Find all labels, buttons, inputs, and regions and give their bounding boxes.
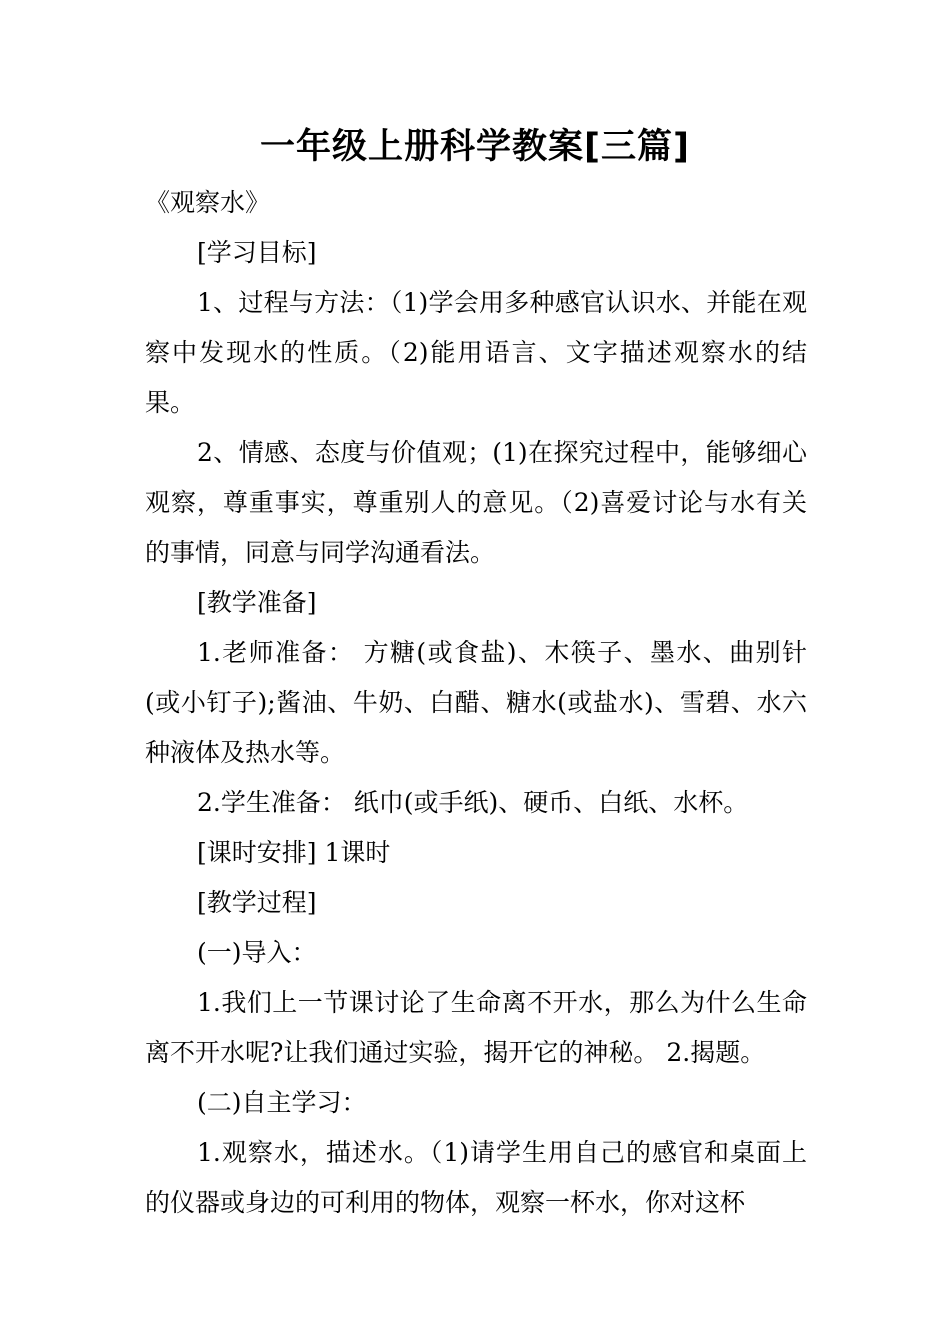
subheading-self-study: (二)自主学习：	[197, 1088, 367, 1117]
section-heading-teaching-prep: [教学准备]	[197, 588, 317, 617]
paragraph-observe-water: 1.观察水，描述水。（1)请学生用自己的感官和桌面上的仪器或身边的可利用的物体，观察一杯水，你对这杯	[145, 1138, 807, 1217]
section-heading-schedule: [课时安排] 1课时	[197, 838, 391, 867]
paragraph-process-methods: 1、过程与方法：（1)学会用多种感官认识水、并能在观察中发现水的性质。（2)能用语言、文字描述观察水的结果。	[145, 288, 807, 417]
paragraph-teacher-prep: 1.老师准备： 方糖(或食盐)、木筷子、墨水、曲别针(或小钉子);酱油、牛奶、白醋、糖水(或盐水)、雪碧、水六种液体及热水等。	[145, 638, 807, 767]
paragraph-student-prep: 2.学生准备： 纸巾(或手纸)、硬币、白纸、水杯。	[197, 788, 749, 817]
document-body	[145, 178, 807, 1228]
subheading-introduction: (一)导入：	[197, 938, 317, 967]
section-heading-learning-goals: [学习目标]	[197, 238, 317, 267]
paragraph-introduction: 1.我们上一节课讨论了生命离不开水，那么为什么生命离不开水呢?让我们通过实验，揭开它的神秘。 2.揭题。	[145, 988, 807, 1067]
paragraph-emotion-attitude: 2、情感、态度与价值观；(1)在探究过程中，能够细心观察，尊重事实，尊重别人的意见。（2)喜爱讨论与水有关的事情，同意与同学沟通看法。	[145, 438, 807, 567]
lesson-title: 《观察水》	[145, 188, 271, 217]
section-heading-teaching-process: [教学过程]	[197, 888, 317, 917]
document-title: 一年级上册科学教案[三篇]	[260, 127, 690, 167]
